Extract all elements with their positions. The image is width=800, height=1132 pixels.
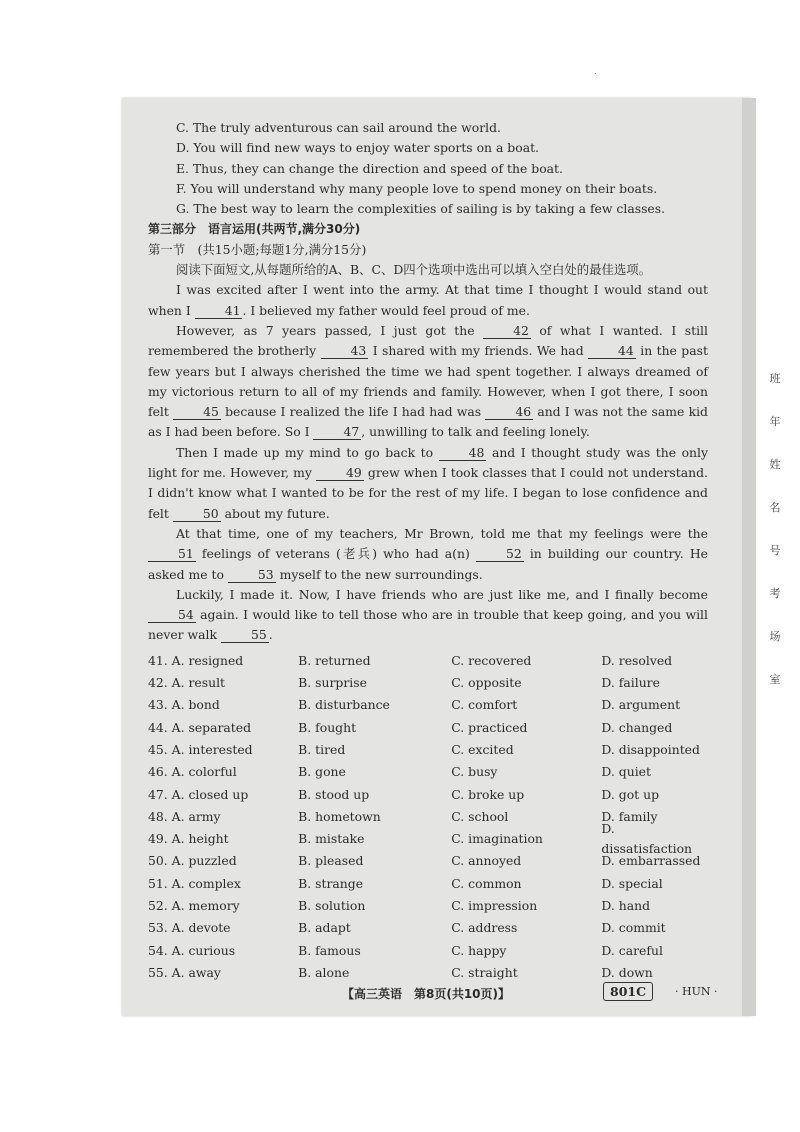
options-row: 53. A. devote B. adapt C. address D. commit — [148, 920, 666, 936]
options-row: 44. A. separated B. fought C. practiced D. changed — [148, 719, 673, 735]
speck: . — [594, 67, 597, 76]
options-row: 54. A. curious B. famous C. happy D. careful — [148, 942, 663, 958]
passage-paragraph: I was excited after I went into the army. At that time I thought I would stand out when I 41 . I believed my father would feel proud of me. — [148, 282, 708, 318]
options-row: 47. A. closed up B. stood up C. broke up D. got up — [148, 786, 660, 802]
blank-43: 43 — [321, 344, 369, 359]
blank-50: 50 — [173, 507, 221, 522]
page-edge — [742, 98, 756, 1016]
blank-47: 47 — [313, 425, 361, 440]
side-mark: 场 — [769, 630, 781, 643]
option-line: E. Thus, they can change the direction and speed of the boat. — [176, 160, 563, 176]
options-row: 48. A. army B. hometown C. school D. family — [148, 808, 658, 824]
passage-paragraph: Then I made up my mind to go back to 48 and I thought study was the only light for me. However, my 49 grew when I took classes that I could not understand. I didn't know what I wanted to be for the rest of my life. I began to lose confidence and felt 50 about my future. — [148, 444, 708, 521]
blank-51: 51 — [148, 547, 196, 562]
side-mark: 考 — [769, 587, 781, 600]
side-mark: 班 — [769, 372, 781, 385]
options-row: 55. A. away B. alone C. straight D. down — [148, 964, 653, 980]
blank-52: 52 — [476, 547, 524, 562]
exam-code-badge: 801C — [603, 982, 653, 1001]
option-line: G. The best way to learn the complexities of sailing is by taking a few classes. — [176, 201, 666, 217]
blank-55: 55 — [221, 628, 269, 643]
blank-46: 46 — [485, 405, 533, 420]
options-row: 52. A. memory B. solution C. impression D. hand — [148, 897, 651, 913]
options-row: 41. A. resigned B. returned C. recovered D. resolved — [148, 652, 673, 668]
options-row: 49. A. height B. mistake C. imagination D. dissatisfaction — [148, 820, 693, 857]
blank-42: 42 — [483, 324, 531, 339]
options-row: 46. A. colorful B. gone C. busy D. quiet — [148, 764, 651, 780]
blank-49: 49 — [316, 466, 364, 481]
passage-paragraph: At that time, one of my teachers, Mr Brown, told me that my feelings were the 51 feelings of veterans (老兵) who had a(n) 52 in building our country. He asked me to 53 myself to the new surroundings. — [148, 525, 708, 582]
blank-54: 54 — [148, 608, 196, 623]
side-mark: 名 — [769, 501, 781, 514]
page-content — [148, 118, 708, 984]
subsection-heading: 第一节 (共15小题;每题1分,满分15分) — [148, 241, 367, 257]
blank-53: 53 — [228, 568, 276, 583]
page-number-label: 【高三英语 第8页(共10页)】 — [342, 987, 511, 1001]
option-line: C. The truly adventurous can sail around the world. — [176, 120, 501, 135]
options-row: 42. A. result B. surprise C. opposite D. failure — [148, 675, 660, 691]
options-row: 51. A. complex B. strange C. common D. special — [148, 875, 663, 891]
side-mark: 年 — [769, 415, 781, 428]
section-heading: 第三部分 语言运用(共两节,满分30分) — [148, 222, 361, 237]
options-row: 45. A. interested B. tired C. excited D. disappointed — [148, 741, 700, 757]
instructions: 阅读下面短文,从每题所给的A、B、C、D四个选项中选出可以填入空白处的最佳选项。 — [176, 262, 652, 278]
side-mark: 号 — [769, 544, 781, 557]
blank-48: 48 — [439, 446, 487, 461]
side-mark: 姓 — [769, 458, 781, 471]
blank-41: 41 — [195, 304, 243, 319]
side-binding-marks — [760, 370, 790, 714]
answer-options-table — [148, 650, 708, 984]
passage-paragraph: Luckily, I made it. Now, I have friends who are just like me, and I finally become 54 again. I would like to tell those who are in trouble that keep going, and you will never walk 55 . — [148, 586, 708, 643]
passage-paragraph: However, as 7 years passed, I just got the 42 of what I wanted. I still remembered the brotherly 43 I shared with my friends. We had 44 in the past few years but I always cherished the time we had spent together. I always dreamed of my victorious return to all of my friends and family. However, when I got there, I soon felt 45 because I realized the life I had had was 46 and I was not the same kid as I had been before. So I 47 , unwilling to talk and feeling lonely. — [148, 322, 708, 440]
blank-44: 44 — [588, 344, 636, 359]
options-row: 50. A. puzzled B. pleased C. annoyed D. embarrassed — [148, 853, 701, 869]
options-row: 43. A. bond B. disturbance C. comfort D. argument — [148, 697, 681, 713]
region-tag: · HUN · — [675, 985, 718, 998]
option-line: D. You will find new ways to enjoy water sports on a boat. — [176, 140, 539, 156]
option-line: F. You will understand why many people love to spend money on their boats. — [176, 180, 658, 196]
blank-45: 45 — [173, 405, 221, 420]
side-mark: 室 — [769, 673, 781, 686]
